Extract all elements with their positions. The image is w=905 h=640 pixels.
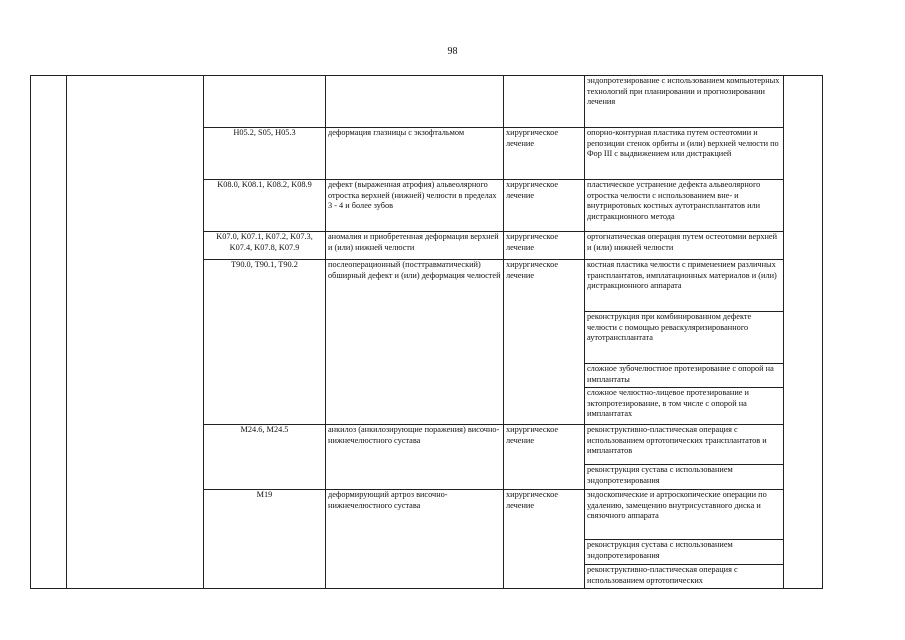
cell-diagnosis <box>326 76 504 128</box>
cell-treatment: хирургическое лечение <box>504 260 585 425</box>
cell-codes: K07.0, K07.1, K07.2, K07.3, K07.4, K07.8, K07.9 <box>204 232 326 260</box>
cell-method: пластическое устранение дефекта альвеолярного отростка челюсти с использованием вне- и внутриротовых костных аутотрансплантатов или дистракционного метода <box>585 180 784 232</box>
table-body <box>31 76 823 589</box>
cell-diagnosis: дефект (выраженная атрофия) альвеолярного отростка верхней (нижней) челюсти в пределах 3 - 4 и более зубов <box>326 180 504 232</box>
treatment-table <box>30 75 823 589</box>
cell-method: реконструкция сустава с использованием эндопротезирования <box>585 465 784 490</box>
cell-codes: H05.2, S05, H05.3 <box>204 128 326 180</box>
cell-diagnosis: деформация глазницы с экзофтальмом <box>326 128 504 180</box>
cell-method: эндоскопические и артроскопические операции по удалению, замещению внутрисуставного диска и связочного аппарата <box>585 490 784 540</box>
cell-method: костная пластика челюсти с применением различных трансплантатов, имплатационных материалов и (или) дистракционного аппарата <box>585 260 784 312</box>
cell-treatment: хирургическое лечение <box>504 128 585 180</box>
cell-diagnosis: деформирующий артроз височно-нижнечелюстного сустава <box>326 490 504 589</box>
cell-treatment: хирургическое лечение <box>504 425 585 490</box>
cell-method: реконструкция сустава с использованием эндопротезирования <box>585 540 784 565</box>
cell-diagnosis: послеоперационный (посттравматический) обширный дефект и (или) деформация челюстей <box>326 260 504 425</box>
table-row-continuation <box>31 76 823 128</box>
cell-method: реконструкция при комбинированном дефекте челюсти с помощью реваскуляризированного аутотрансплантата <box>585 312 784 364</box>
cell-treatment: хирургическое лечение <box>504 490 585 589</box>
cell-tariff <box>784 76 823 589</box>
cell-method: опорно-контурная пластика путем остеотомии и репозиции стенок орбиты и (или) верхней челюсти по Фор III с выдвижением или дистракцией <box>585 128 784 180</box>
cell-number <box>31 76 67 589</box>
cell-method: ортогнатическая операция путем остеотомии верхней и (или) нижней челюсти <box>585 232 784 260</box>
cell-codes: K08.0, K08.1, K08.2, K08.9 <box>204 180 326 232</box>
cell-treatment: хирургическое лечение <box>504 232 585 260</box>
cell-treatment: хирургическое лечение <box>504 180 585 232</box>
cell-method: сложное челюстно-лицевое протезирование и эктопротезирование, в том числе с опорой на имплантатах <box>585 388 784 425</box>
cell-method: реконструктивно-пластическая операция с использованием ортотопических трансплантатов и имплантатов <box>585 425 784 465</box>
cell-diagnosis: аномалия и приобретенная деформация верхней и (или) нижней челюсти <box>326 232 504 260</box>
cell-codes <box>204 76 326 128</box>
cell-profile <box>67 76 204 589</box>
cell-method: сложное зубочелюстное протезирование с опорой на имплантаты <box>585 364 784 388</box>
cell-codes: M24.6, M24.5 <box>204 425 326 490</box>
cell-method: эндопротезирование с использованием компьютерных технологий при планировании и прогнозировании лечения <box>585 76 784 128</box>
cell-treatment <box>504 76 585 128</box>
cell-codes: T90.0, T90.1, T90.2 <box>204 260 326 425</box>
cell-codes: M19 <box>204 490 326 589</box>
page-number: 98 <box>447 46 458 57</box>
cell-method: реконструктивно-пластическая операция с использованием ортотопических <box>585 565 784 589</box>
cell-diagnosis: анкилоз (анкилозирующие поражения) височно-нижнечелюстного сустава <box>326 425 504 490</box>
